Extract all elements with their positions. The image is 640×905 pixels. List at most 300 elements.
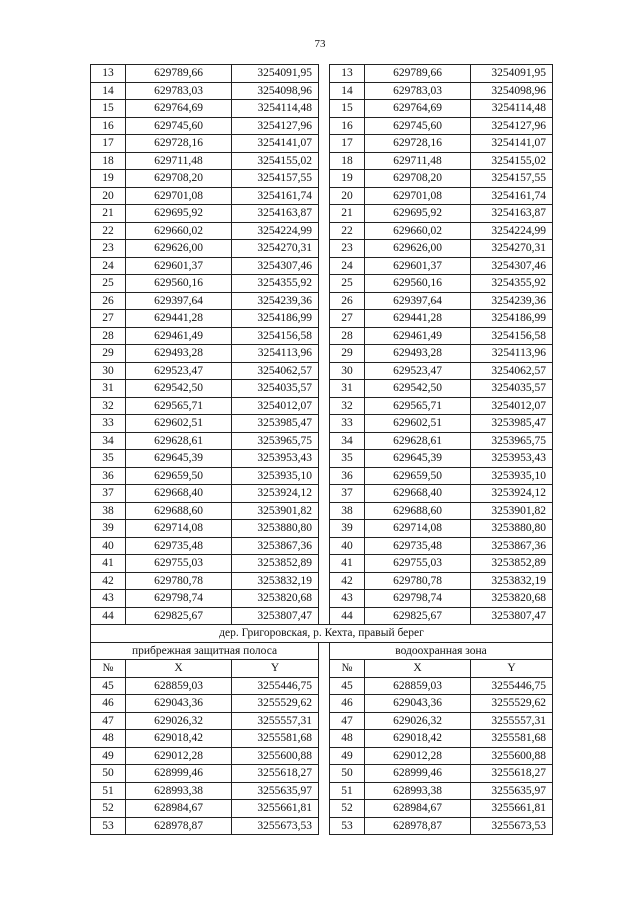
column-gap: [319, 222, 330, 240]
column-gap: [319, 572, 330, 590]
table-row: [91, 205, 553, 223]
right-y-value: 3254355,92: [471, 275, 553, 293]
left-y-value: 3253901,82: [232, 502, 319, 520]
right-point-number: 33: [330, 415, 365, 433]
right-y-value: 3254127,96: [471, 117, 553, 135]
left-y-value: 3255529,62: [232, 695, 319, 713]
left-x-value: 628999,46: [126, 765, 232, 783]
left-point-number: 28: [91, 327, 126, 345]
right-point-number: 14: [330, 82, 365, 100]
left-x-value: 629659,50: [126, 467, 232, 485]
left-x-value: 629565,71: [126, 397, 232, 415]
right-point-number: 50: [330, 765, 365, 783]
left-x-value: 629628,61: [126, 432, 232, 450]
right-y-value: 3255635,97: [471, 782, 553, 800]
right-point-number: 44: [330, 607, 365, 625]
table-row: [91, 327, 553, 345]
right-y-value: 3254062,57: [471, 362, 553, 380]
left-y-value: 3254307,46: [232, 257, 319, 275]
left-y-value: 3254239,36: [232, 292, 319, 310]
column-gap: [319, 205, 330, 223]
right-point-number: 37: [330, 485, 365, 503]
left-x-value: 629708,20: [126, 170, 232, 188]
right-y-value: 3255581,68: [471, 730, 553, 748]
right-y-value: 3253807,47: [471, 607, 553, 625]
left-point-number: 51: [91, 782, 126, 800]
right-point-number: 31: [330, 380, 365, 398]
left-x-value: 629789,66: [126, 65, 232, 83]
right-x-value: 629783,03: [365, 82, 471, 100]
right-x-value: 629755,03: [365, 555, 471, 573]
column-gap: [319, 135, 330, 153]
left-point-number: 29: [91, 345, 126, 363]
table-row: [91, 82, 553, 100]
left-point-number: 17: [91, 135, 126, 153]
left-point-number: 45: [91, 677, 126, 695]
right-point-number: 22: [330, 222, 365, 240]
right-x-value: 629660,02: [365, 222, 471, 240]
coordinates-table: [90, 64, 553, 835]
right-point-number: 21: [330, 205, 365, 223]
left-y-value: 3255618,27: [232, 765, 319, 783]
right-y-value: 3255557,31: [471, 712, 553, 730]
left-point-number: 32: [91, 397, 126, 415]
column-gap: [319, 642, 330, 660]
table-row: [91, 152, 553, 170]
table-row: [91, 765, 553, 783]
left-y-value: 3255673,53: [232, 817, 319, 835]
left-point-number: 15: [91, 100, 126, 118]
column-gap: [319, 467, 330, 485]
right-y-value: 3253867,36: [471, 537, 553, 555]
table-row: [91, 747, 553, 765]
right-x-value: 629728,16: [365, 135, 471, 153]
left-x-value: 629728,16: [126, 135, 232, 153]
right-x-value: 629628,61: [365, 432, 471, 450]
table-row: [91, 485, 553, 503]
left-x-value: 629745,60: [126, 117, 232, 135]
right-x-value: 629789,66: [365, 65, 471, 83]
left-x-value: 628984,67: [126, 800, 232, 818]
left-point-number: 35: [91, 450, 126, 468]
left-point-number: 52: [91, 800, 126, 818]
left-x-value: 629560,16: [126, 275, 232, 293]
left-y-value: 3254114,48: [232, 100, 319, 118]
column-gap: [319, 590, 330, 608]
right-x-value: 629441,28: [365, 310, 471, 328]
left-point-number: 34: [91, 432, 126, 450]
left-y-value: 3254141,07: [232, 135, 319, 153]
column-gap: [319, 485, 330, 503]
right-y-value: 3255600,88: [471, 747, 553, 765]
right-x-value: 629735,48: [365, 537, 471, 555]
left-point-number: 19: [91, 170, 126, 188]
left-point-number: 39: [91, 520, 126, 538]
table-row: [91, 100, 553, 118]
left-y-value: 3253867,36: [232, 537, 319, 555]
left-point-number: 43: [91, 590, 126, 608]
right-point-number: 38: [330, 502, 365, 520]
left-x-value: 629542,50: [126, 380, 232, 398]
right-x-value: 629798,74: [365, 590, 471, 608]
right-y-value: 3253935,10: [471, 467, 553, 485]
left-point-number: 26: [91, 292, 126, 310]
column-gap: [319, 100, 330, 118]
left-y-value: 3253820,68: [232, 590, 319, 608]
right-y-value: 3255618,27: [471, 765, 553, 783]
table-row: [91, 572, 553, 590]
left-point-number: 48: [91, 730, 126, 748]
left-x-value: 629688,60: [126, 502, 232, 520]
table-row: [91, 432, 553, 450]
left-point-number: 23: [91, 240, 126, 258]
column-gap: [319, 380, 330, 398]
right-y-value: 3255446,75: [471, 677, 553, 695]
right-x-value: 629397,64: [365, 292, 471, 310]
table-row: [91, 187, 553, 205]
left-point-number: 37: [91, 485, 126, 503]
column-gap: [319, 257, 330, 275]
column-gap: [319, 730, 330, 748]
right-point-number: 17: [330, 135, 365, 153]
right-x-value: 629668,40: [365, 485, 471, 503]
column-gap: [319, 152, 330, 170]
column-gap: [319, 65, 330, 83]
column-gap: [319, 765, 330, 783]
left-x-value: 628978,87: [126, 817, 232, 835]
right-y-value: 3253965,75: [471, 432, 553, 450]
right-x-value: 629708,20: [365, 170, 471, 188]
right-x-value: 629461,49: [365, 327, 471, 345]
right-y-value: 3254035,57: [471, 380, 553, 398]
column-gap: [319, 677, 330, 695]
left-point-number: 21: [91, 205, 126, 223]
right-point-number: 34: [330, 432, 365, 450]
left-x-value: 629012,28: [126, 747, 232, 765]
right-point-number: 15: [330, 100, 365, 118]
left-x-value: 629711,48: [126, 152, 232, 170]
table-row: [91, 275, 553, 293]
left-x-value: 629714,08: [126, 520, 232, 538]
right-point-number: 43: [330, 590, 365, 608]
left-point-number: 42: [91, 572, 126, 590]
column-gap: [319, 345, 330, 363]
right-point-number: 53: [330, 817, 365, 835]
right-y-value: 3253852,89: [471, 555, 553, 573]
right-y-value: 3254098,96: [471, 82, 553, 100]
column-gap: [319, 817, 330, 835]
right-x-value: 629701,08: [365, 187, 471, 205]
table-row: [91, 257, 553, 275]
left-point-number: 31: [91, 380, 126, 398]
right-x-value: 629542,50: [365, 380, 471, 398]
section-title-row: [91, 625, 553, 643]
left-x-value: 629783,03: [126, 82, 232, 100]
table-row: [91, 380, 553, 398]
right-y-value: 3253901,82: [471, 502, 553, 520]
right-x-value: 629626,00: [365, 240, 471, 258]
column-gap: [319, 747, 330, 765]
table-row: [91, 607, 553, 625]
column-gap: [319, 187, 330, 205]
right-y-value: 3255529,62: [471, 695, 553, 713]
left-point-number: 50: [91, 765, 126, 783]
left-point-number: 22: [91, 222, 126, 240]
right-point-number: 24: [330, 257, 365, 275]
left-y-value: 3255581,68: [232, 730, 319, 748]
right-y-value: 3253953,43: [471, 450, 553, 468]
left-point-number: 49: [91, 747, 126, 765]
left-y-value: 3254127,96: [232, 117, 319, 135]
left-x-value: 629602,51: [126, 415, 232, 433]
table-row: [91, 782, 553, 800]
right-point-number: 18: [330, 152, 365, 170]
table-row: [91, 65, 553, 83]
table-row: [91, 502, 553, 520]
table-row: [91, 537, 553, 555]
left-x-value: 629645,39: [126, 450, 232, 468]
right-x-value: 629764,69: [365, 100, 471, 118]
table-body-bottom: [91, 677, 553, 835]
right-y-value: 3254157,55: [471, 170, 553, 188]
right-x-value: 629645,39: [365, 450, 471, 468]
left-x-value: 629601,37: [126, 257, 232, 275]
right-x-value: 629659,50: [365, 467, 471, 485]
right-point-number: 39: [330, 520, 365, 538]
left-y-value: 3253935,10: [232, 467, 319, 485]
left-point-number: 25: [91, 275, 126, 293]
right-x-value: 629602,51: [365, 415, 471, 433]
right-point-number: 36: [330, 467, 365, 485]
left-x-value: 629780,78: [126, 572, 232, 590]
column-gap: [319, 240, 330, 258]
right-point-number: 41: [330, 555, 365, 573]
right-x-value: 628993,38: [365, 782, 471, 800]
table-row: [91, 817, 553, 835]
table-row: [91, 240, 553, 258]
right-point-number: 42: [330, 572, 365, 590]
table-body-top: [91, 65, 553, 625]
left-point-number: 53: [91, 817, 126, 835]
table-row: [91, 415, 553, 433]
page-number: 73: [314, 38, 326, 50]
table-row: [91, 345, 553, 363]
column-gap: [319, 397, 330, 415]
table-row: [91, 362, 553, 380]
left-y-value: 3255600,88: [232, 747, 319, 765]
column-gap: [319, 310, 330, 328]
right-num-header: №: [330, 660, 365, 678]
right-point-number: 49: [330, 747, 365, 765]
left-y-value: 3253953,43: [232, 450, 319, 468]
right-point-number: 46: [330, 695, 365, 713]
left-y-header: Y: [232, 660, 319, 678]
table-row: [91, 695, 553, 713]
left-y-value: 3254270,31: [232, 240, 319, 258]
right-y-value: 3254012,07: [471, 397, 553, 415]
right-x-value: 629714,08: [365, 520, 471, 538]
left-y-value: 3254155,02: [232, 152, 319, 170]
column-gap: [319, 555, 330, 573]
left-y-value: 3254062,57: [232, 362, 319, 380]
left-x-value: 629441,28: [126, 310, 232, 328]
right-point-number: 40: [330, 537, 365, 555]
right-x-value: 629780,78: [365, 572, 471, 590]
right-x-value: 629018,42: [365, 730, 471, 748]
left-point-number: 16: [91, 117, 126, 135]
left-y-value: 3254161,74: [232, 187, 319, 205]
right-y-value: 3254155,02: [471, 152, 553, 170]
left-point-number: 33: [91, 415, 126, 433]
left-y-value: 3253924,12: [232, 485, 319, 503]
table-row: [91, 222, 553, 240]
right-y-value: 3255673,53: [471, 817, 553, 835]
left-y-value: 3253832,19: [232, 572, 319, 590]
right-y-value: 3254239,36: [471, 292, 553, 310]
right-x-value: 629012,28: [365, 747, 471, 765]
right-x-value: 629043,36: [365, 695, 471, 713]
column-gap: [319, 292, 330, 310]
left-y-value: 3255635,97: [232, 782, 319, 800]
left-point-number: 44: [91, 607, 126, 625]
left-y-value: 3253985,47: [232, 415, 319, 433]
table-row: [91, 800, 553, 818]
column-gap: [319, 415, 330, 433]
right-y-value: 3254186,99: [471, 310, 553, 328]
left-y-value: 3254012,07: [232, 397, 319, 415]
left-y-value: 3254156,58: [232, 327, 319, 345]
table-row: [91, 712, 553, 730]
left-point-number: 38: [91, 502, 126, 520]
column-gap: [319, 520, 330, 538]
right-point-number: 16: [330, 117, 365, 135]
left-x-value: 629461,49: [126, 327, 232, 345]
left-point-number: 18: [91, 152, 126, 170]
left-x-value: 629397,64: [126, 292, 232, 310]
table-row: [91, 520, 553, 538]
right-x-value: 629745,60: [365, 117, 471, 135]
column-gap: [319, 117, 330, 135]
left-point-number: 27: [91, 310, 126, 328]
left-point-number: 47: [91, 712, 126, 730]
right-point-number: 29: [330, 345, 365, 363]
right-point-number: 13: [330, 65, 365, 83]
table-row: [91, 170, 553, 188]
right-x-value: 629523,47: [365, 362, 471, 380]
right-x-value: 628984,67: [365, 800, 471, 818]
table-row: [91, 292, 553, 310]
right-x-value: 629026,32: [365, 712, 471, 730]
right-point-number: 30: [330, 362, 365, 380]
right-y-value: 3253985,47: [471, 415, 553, 433]
left-y-value: 3254163,87: [232, 205, 319, 223]
column-gap: [319, 362, 330, 380]
right-y-value: 3254307,46: [471, 257, 553, 275]
column-gap: [319, 607, 330, 625]
table-row: [91, 310, 553, 328]
right-y-value: 3253924,12: [471, 485, 553, 503]
left-zone-title: прибрежная защитная полоса: [91, 642, 319, 660]
table-row: [91, 450, 553, 468]
column-gap: [319, 695, 330, 713]
zone-title-row: [91, 642, 553, 660]
right-y-header: Y: [471, 660, 553, 678]
table-row: [91, 117, 553, 135]
left-y-value: 3254355,92: [232, 275, 319, 293]
right-x-value: 628999,46: [365, 765, 471, 783]
right-x-value: 629825,67: [365, 607, 471, 625]
column-gap: [319, 782, 330, 800]
table-row: [91, 467, 553, 485]
column-gap: [319, 432, 330, 450]
left-point-number: 20: [91, 187, 126, 205]
right-point-number: 52: [330, 800, 365, 818]
left-y-value: 3255661,81: [232, 800, 319, 818]
right-point-number: 45: [330, 677, 365, 695]
left-x-value: 629668,40: [126, 485, 232, 503]
column-gap: [319, 450, 330, 468]
left-y-value: 3253880,80: [232, 520, 319, 538]
left-x-value: 629493,28: [126, 345, 232, 363]
column-gap: [319, 660, 330, 678]
right-zone-title: водоохранная зона: [330, 642, 553, 660]
left-y-value: 3253852,89: [232, 555, 319, 573]
right-x-value: 628978,87: [365, 817, 471, 835]
left-y-value: 3253807,47: [232, 607, 319, 625]
left-x-value: 629018,42: [126, 730, 232, 748]
right-point-number: 20: [330, 187, 365, 205]
right-x-header: X: [365, 660, 471, 678]
left-x-value: 629523,47: [126, 362, 232, 380]
table-row: [91, 590, 553, 608]
left-x-value: 629798,74: [126, 590, 232, 608]
column-gap: [319, 712, 330, 730]
left-x-value: 629755,03: [126, 555, 232, 573]
left-y-value: 3255557,31: [232, 712, 319, 730]
right-point-number: 23: [330, 240, 365, 258]
right-x-value: 629493,28: [365, 345, 471, 363]
right-x-value: 629601,37: [365, 257, 471, 275]
right-x-value: 629560,16: [365, 275, 471, 293]
right-point-number: 48: [330, 730, 365, 748]
left-num-header: №: [91, 660, 126, 678]
left-x-value: 629701,08: [126, 187, 232, 205]
table-row: [91, 677, 553, 695]
right-point-number: 32: [330, 397, 365, 415]
table-row: [91, 135, 553, 153]
left-x-header: X: [126, 660, 232, 678]
left-y-value: 3255446,75: [232, 677, 319, 695]
left-x-value: 629043,36: [126, 695, 232, 713]
left-y-value: 3254157,55: [232, 170, 319, 188]
right-point-number: 28: [330, 327, 365, 345]
right-x-value: 629695,92: [365, 205, 471, 223]
right-y-value: 3254163,87: [471, 205, 553, 223]
right-y-value: 3254156,58: [471, 327, 553, 345]
left-y-value: 3254224,99: [232, 222, 319, 240]
column-gap: [319, 275, 330, 293]
right-point-number: 19: [330, 170, 365, 188]
column-gap: [319, 170, 330, 188]
table-row: [91, 730, 553, 748]
left-x-value: 629695,92: [126, 205, 232, 223]
right-y-value: 3254141,07: [471, 135, 553, 153]
right-y-value: 3254091,95: [471, 65, 553, 83]
right-y-value: 3254114,48: [471, 100, 553, 118]
left-point-number: 36: [91, 467, 126, 485]
right-point-number: 25: [330, 275, 365, 293]
left-point-number: 24: [91, 257, 126, 275]
